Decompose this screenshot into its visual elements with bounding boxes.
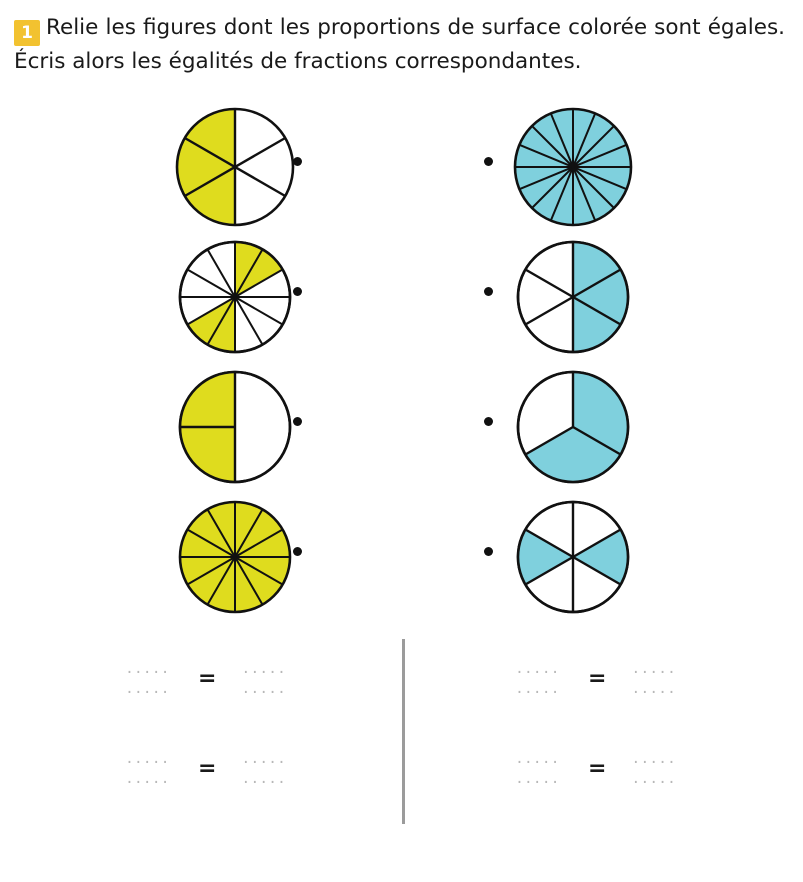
answer-group-right	[508, 633, 798, 813]
denominator-blank[interactable]: .....	[633, 768, 678, 789]
denominator-blank[interactable]: .....	[126, 768, 172, 789]
circle-blue-16ths-icon	[508, 102, 638, 232]
exercise-number-badge: 1	[14, 20, 40, 46]
figure-right-3[interactable]	[508, 359, 668, 489]
answer-group-left	[118, 633, 408, 813]
connector-dot-right-1[interactable]	[484, 157, 493, 166]
figure-right-1[interactable]	[508, 99, 668, 229]
fraction-blank[interactable]	[624, 748, 686, 788]
instruction-paragraph	[14, 12, 785, 77]
figure-row	[0, 359, 803, 489]
denominator-blank[interactable]: .....	[126, 678, 172, 699]
numerator-blank[interactable]: .....	[516, 748, 562, 769]
connector-dot-left-4[interactable]	[293, 547, 302, 556]
answers-area	[0, 633, 803, 833]
connector-dot-right-4[interactable]	[484, 547, 493, 556]
circle-blue-6ths-two-icon	[508, 492, 638, 622]
exercise-header	[0, 0, 803, 77]
figures-area	[0, 99, 803, 619]
equals-sign: =	[588, 665, 607, 691]
equals-sign: =	[198, 665, 217, 691]
equals-sign: =	[198, 755, 217, 781]
figure-row	[0, 99, 803, 229]
connector-dot-right-2[interactable]	[484, 287, 493, 296]
circle-blue-6ths-icon	[508, 232, 638, 362]
equation-row[interactable]	[118, 633, 408, 723]
figure-left-3[interactable]	[170, 359, 330, 489]
numerator-blank[interactable]: .....	[243, 748, 288, 769]
equals-sign: =	[588, 755, 607, 781]
numerator-blank[interactable]: .....	[126, 748, 172, 769]
fraction-blank[interactable]	[508, 748, 570, 788]
numerator-blank[interactable]: .....	[633, 748, 678, 769]
denominator-blank[interactable]: .....	[516, 678, 562, 699]
fraction-blank[interactable]	[118, 658, 180, 698]
circle-yellow-12ths-icon	[170, 232, 300, 362]
figure-row	[0, 229, 803, 359]
connector-dot-left-3[interactable]	[293, 417, 302, 426]
figure-right-4[interactable]	[508, 489, 668, 619]
numerator-blank[interactable]: .....	[516, 658, 562, 679]
figure-row	[0, 489, 803, 619]
equation-row[interactable]	[508, 633, 798, 723]
fraction-blank[interactable]	[234, 748, 296, 788]
circle-yellow-6ths-icon	[170, 102, 300, 232]
circle-yellow-12ths-full-icon	[170, 492, 300, 622]
fraction-blank[interactable]	[234, 658, 296, 698]
fraction-blank[interactable]	[508, 658, 570, 698]
numerator-blank[interactable]: .....	[243, 658, 288, 679]
denominator-blank[interactable]: .....	[243, 768, 288, 789]
figure-right-2[interactable]	[508, 229, 668, 359]
denominator-blank[interactable]: .....	[633, 678, 678, 699]
instruction-text: Relie les figures dont les proportions de surface colorée sont égales. Écris alors les égalités de fractions correspondantes.	[14, 15, 785, 74]
numerator-blank[interactable]: .....	[126, 658, 172, 679]
fraction-blank[interactable]	[624, 658, 686, 698]
numerator-blank[interactable]: .....	[633, 658, 678, 679]
circle-yellow-halves-icon	[170, 362, 300, 492]
circle-blue-thirds-icon	[508, 362, 638, 492]
connector-dot-left-2[interactable]	[293, 287, 302, 296]
connector-dot-right-3[interactable]	[484, 417, 493, 426]
figure-left-4[interactable]	[170, 489, 330, 619]
fraction-blank[interactable]	[118, 748, 180, 788]
denominator-blank[interactable]: .....	[516, 768, 562, 789]
figure-left-2[interactable]	[170, 229, 330, 359]
equation-row[interactable]	[118, 723, 408, 813]
figure-left-1[interactable]	[170, 99, 330, 229]
connector-dot-left-1[interactable]	[293, 157, 302, 166]
equation-row[interactable]	[508, 723, 798, 813]
denominator-blank[interactable]: .....	[243, 678, 288, 699]
